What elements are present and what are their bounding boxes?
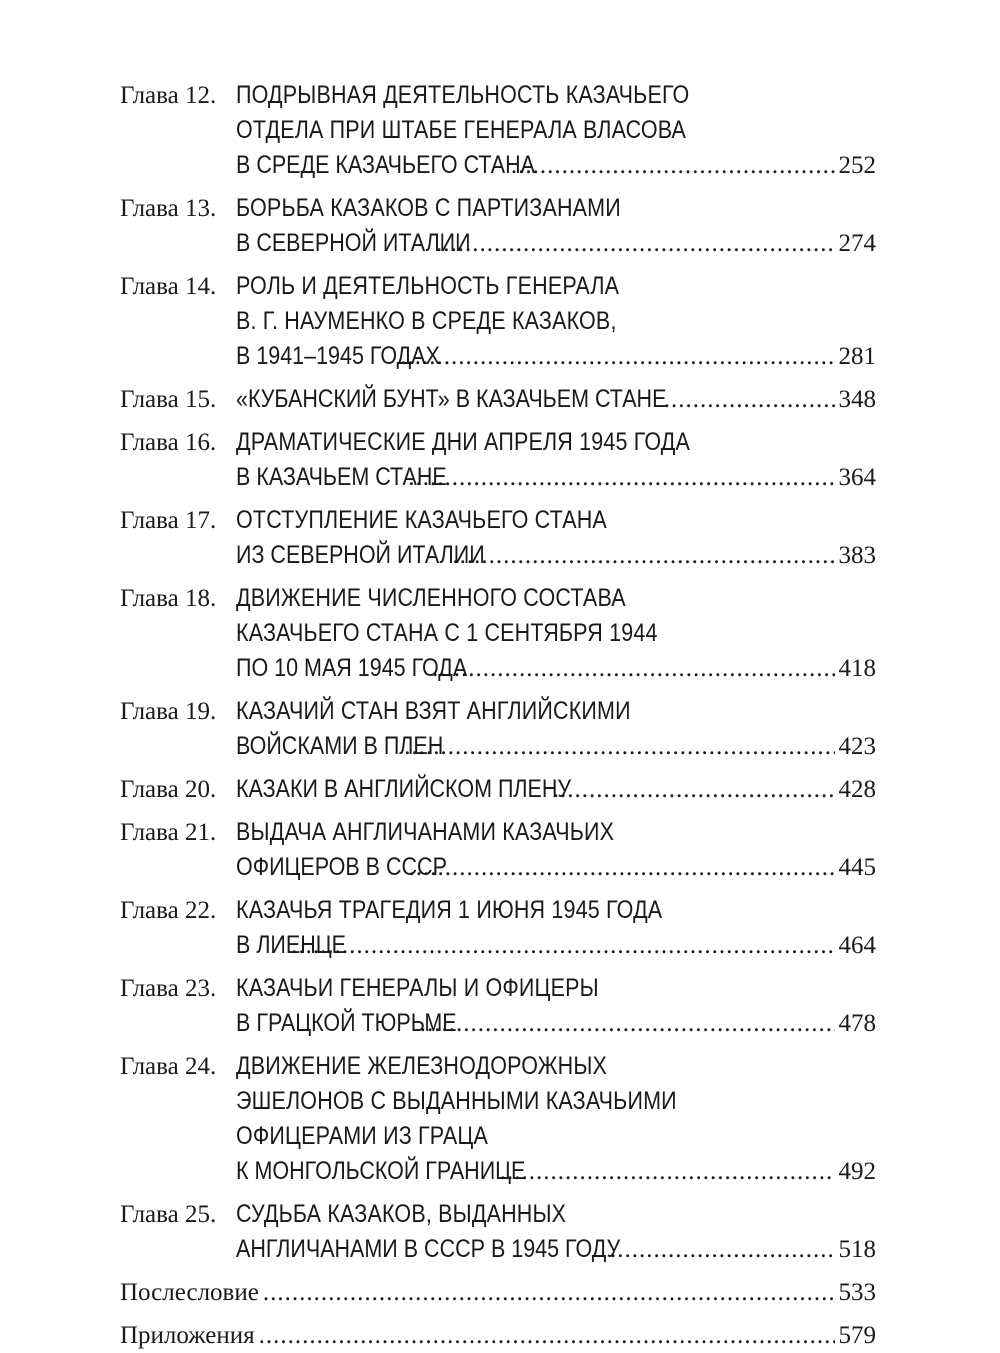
chapter-title-line: АНГЛИЧАНАМИ В СССР В 1945 ГОДУ xyxy=(236,1235,621,1263)
chapter-title xyxy=(236,772,876,807)
chapter-title xyxy=(236,1197,876,1267)
leader-dots xyxy=(263,1275,835,1310)
chapter-title-line: «КУБАНСКИЙ БУНТ» В КАЗАЧЬЕМ СТАНЕ xyxy=(236,385,667,413)
chapter-title-line: ОТДЕЛА ПРИ ШТАБЕ ГЕНЕРАЛА ВЛАСОВА xyxy=(236,116,687,144)
chapter-title-line: КАЗАЧЬЕГО СТАНА С 1 СЕНТЯБРЯ 1944 xyxy=(236,619,658,647)
chapter-title-line: РОЛЬ И ДЕЯТЕЛЬНОСТЬ ГЕНЕРАЛА xyxy=(236,272,620,300)
chapter-title-last-line xyxy=(236,226,876,261)
back-matter-title xyxy=(120,1275,876,1310)
chapter-title-last-line xyxy=(236,928,876,963)
chapter-title-last-line xyxy=(236,148,876,183)
chapter-title-line: ЭШЕЛОНОВ С ВЫДАННЫМИ КАЗАЧЬИМИ xyxy=(236,1087,677,1115)
chapter-title-line: ПО 10 МАЯ 1945 ГОДА xyxy=(236,654,468,682)
chapter-title-line: В 1941–1945 ГОДАХ xyxy=(236,342,440,370)
chapter-label: Глава 12. xyxy=(120,82,217,109)
toc-entry xyxy=(120,191,876,261)
chapter-label: Глава 17. xyxy=(120,507,217,534)
chapter-title-last-line xyxy=(236,1232,876,1267)
page-number: 445 xyxy=(838,854,876,881)
chapter-title-last-line xyxy=(236,651,876,686)
chapter-title-line: В СРЕДЕ КАЗАЧЬЕГО СТАНА xyxy=(236,151,536,179)
toc-entry-appendices xyxy=(120,1318,876,1353)
leader-dots xyxy=(436,226,835,261)
chapter-title xyxy=(236,581,876,686)
toc-entry xyxy=(120,269,876,374)
chapter-title-line: СУДЬБА КАЗАКОВ, ВЫДАННЫХ xyxy=(236,1200,567,1228)
leader-dots xyxy=(432,651,834,686)
toc-entry xyxy=(120,382,876,417)
back-matter-line xyxy=(120,1318,876,1353)
chapter-title xyxy=(236,503,876,573)
chapter-title-line: ВЫДАЧА АНГЛИЧАНАМИ КАЗАЧЬИХ xyxy=(236,818,615,846)
chapter-title-line: КАЗАКИ В АНГЛИЙСКОМ ПЛЕНУ xyxy=(236,775,572,803)
leader-dots xyxy=(400,339,834,374)
toc-entry xyxy=(120,78,876,183)
page-number: 518 xyxy=(838,1236,876,1263)
chapter-title-line: К МОНГОЛЬСКОЙ ГРАНИЦЕ xyxy=(236,1157,526,1185)
chapter-label: Глава 13. xyxy=(120,195,217,222)
page-number: 364 xyxy=(838,464,876,491)
chapter-title-line: В. Г. НАУМЕНКО В СРЕДЕ КАЗАКОВ, xyxy=(236,307,617,335)
leader-dots xyxy=(404,729,834,764)
chapter-title-last-line xyxy=(236,729,876,764)
page-number: 579 xyxy=(838,1322,876,1349)
chapter-title-line: ДРАМАТИЧЕСКИЕ ДНИ АПРЕЛЯ 1945 ГОДА xyxy=(236,428,691,456)
toc-entry-afterword xyxy=(120,1275,876,1310)
back-matter-label: Послесловие xyxy=(120,1279,259,1306)
chapter-title xyxy=(236,78,876,183)
toc-entry xyxy=(120,971,876,1041)
page-number: 281 xyxy=(838,343,876,370)
page-number: 464 xyxy=(838,932,876,959)
toc-entry xyxy=(120,772,876,807)
chapter-label: Глава 14. xyxy=(120,273,217,300)
chapter-title-line: КАЗАЧЬИ ГЕНЕРАЛЫ И ОФИЦЕРЫ xyxy=(236,974,599,1002)
chapter-title xyxy=(236,694,876,764)
chapter-title-line: ДВИЖЕНИЕ ЧИСЛЕННОГО СОСТАВА xyxy=(236,584,626,612)
page-number: 274 xyxy=(838,230,876,257)
toc-entry xyxy=(120,893,876,963)
chapter-label: Глава 16. xyxy=(120,429,217,456)
chapter-title-line: ВОЙСКАМИ В ПЛЕН xyxy=(236,732,444,760)
chapter-title-last-line xyxy=(236,538,876,573)
chapter-title-last-line xyxy=(236,1006,876,1041)
page-number: 348 xyxy=(838,386,876,413)
chapter-title-line: В СЕВЕРНОЙ ИТАЛИИ xyxy=(236,229,471,257)
toc-entry xyxy=(120,1197,876,1267)
chapter-label: Глава 22. xyxy=(120,897,217,924)
chapter-title-line: ОТСТУПЛЕНИЕ КАЗАЧЬЕГО СТАНА xyxy=(236,506,607,534)
leader-dots xyxy=(259,1318,835,1353)
page-number: 423 xyxy=(838,733,876,760)
chapter-title xyxy=(236,1049,876,1189)
chapter-title xyxy=(236,815,876,885)
chapter-title-last-line xyxy=(236,850,876,885)
chapter-title-line: ОФИЦЕРОВ В СССР xyxy=(236,853,447,881)
chapter-title-line: ИЗ СЕВЕРНОЙ ИТАЛИИ xyxy=(236,541,485,569)
chapter-title-line: В ГРАЦКОЙ ТЮРЬМЕ xyxy=(236,1009,457,1037)
chapter-label: Глава 25. xyxy=(120,1201,217,1228)
chapter-label: Глава 23. xyxy=(120,975,217,1002)
chapter-title xyxy=(236,382,876,417)
toc-entry xyxy=(120,425,876,495)
chapter-title xyxy=(236,425,876,495)
back-matter-title xyxy=(120,1318,876,1353)
table-of-contents xyxy=(120,78,876,1353)
leader-dots xyxy=(452,538,834,573)
chapter-title xyxy=(236,971,876,1041)
chapter-label: Глава 20. xyxy=(120,776,217,803)
page-number: 252 xyxy=(838,152,876,179)
chapter-title-line: В КАЗАЧЬЕМ СТАНЕ xyxy=(236,463,447,491)
chapter-title-line: ПОДРЫВНАЯ ДЕЯТЕЛЬНОСТЬ КАЗАЧЬЕГО xyxy=(236,81,690,109)
page-number: 428 xyxy=(838,776,876,803)
chapter-label: Глава 15. xyxy=(120,386,217,413)
chapter-title xyxy=(236,191,876,261)
chapter-label: Глава 19. xyxy=(120,698,217,725)
chapter-title-line: КАЗАЧЬЯ ТРАГЕДИЯ 1 ИЮНЯ 1945 ГОДА xyxy=(236,896,663,924)
chapter-title-last-line xyxy=(236,460,876,495)
page-number: 478 xyxy=(838,1010,876,1037)
toc-entry xyxy=(120,503,876,573)
chapter-title-line: ОФИЦЕРАМИ ИЗ ГРАЦА xyxy=(236,1122,488,1150)
chapter-label: Глава 24. xyxy=(120,1053,217,1080)
page-number: 492 xyxy=(838,1158,876,1185)
chapter-label: Глава 21. xyxy=(120,819,217,846)
chapter-title-last-line xyxy=(236,339,876,374)
leader-dots xyxy=(500,1154,835,1189)
toc-entry xyxy=(120,581,876,686)
page-number: 533 xyxy=(838,1279,876,1306)
chapter-title-last-line xyxy=(236,382,876,417)
leader-dots xyxy=(664,382,835,417)
leader-dots xyxy=(420,1006,835,1041)
toc-entry xyxy=(120,815,876,885)
leader-dots xyxy=(408,850,834,885)
toc-entry xyxy=(120,694,876,764)
leader-dots xyxy=(610,1232,835,1267)
back-matter-line xyxy=(120,1275,876,1310)
back-matter-label: Приложения xyxy=(120,1322,255,1349)
chapter-title-last-line xyxy=(236,772,876,807)
page-number: 418 xyxy=(838,655,876,682)
toc-entry xyxy=(120,1049,876,1189)
chapter-title xyxy=(236,269,876,374)
page-number: 383 xyxy=(838,542,876,569)
chapter-title-line: В ЛИЕНЦЕ xyxy=(236,931,346,959)
leader-dots xyxy=(408,460,834,495)
chapter-title xyxy=(236,893,876,963)
leader-dots xyxy=(553,772,835,807)
chapter-title-line: БОРЬБА КАЗАКОВ С ПАРТИЗАНАМИ xyxy=(236,194,621,222)
leader-dots xyxy=(291,928,834,963)
chapter-title-line: ДВИЖЕНИЕ ЖЕЛЕЗНОДОРОЖНЫХ xyxy=(236,1052,608,1080)
chapter-title-line: КАЗАЧИЙ СТАН ВЗЯТ АНГЛИЙСКИМИ xyxy=(236,697,631,725)
chapter-label: Глава 18. xyxy=(120,585,217,612)
leader-dots xyxy=(511,148,835,183)
chapter-title-last-line xyxy=(236,1154,876,1189)
